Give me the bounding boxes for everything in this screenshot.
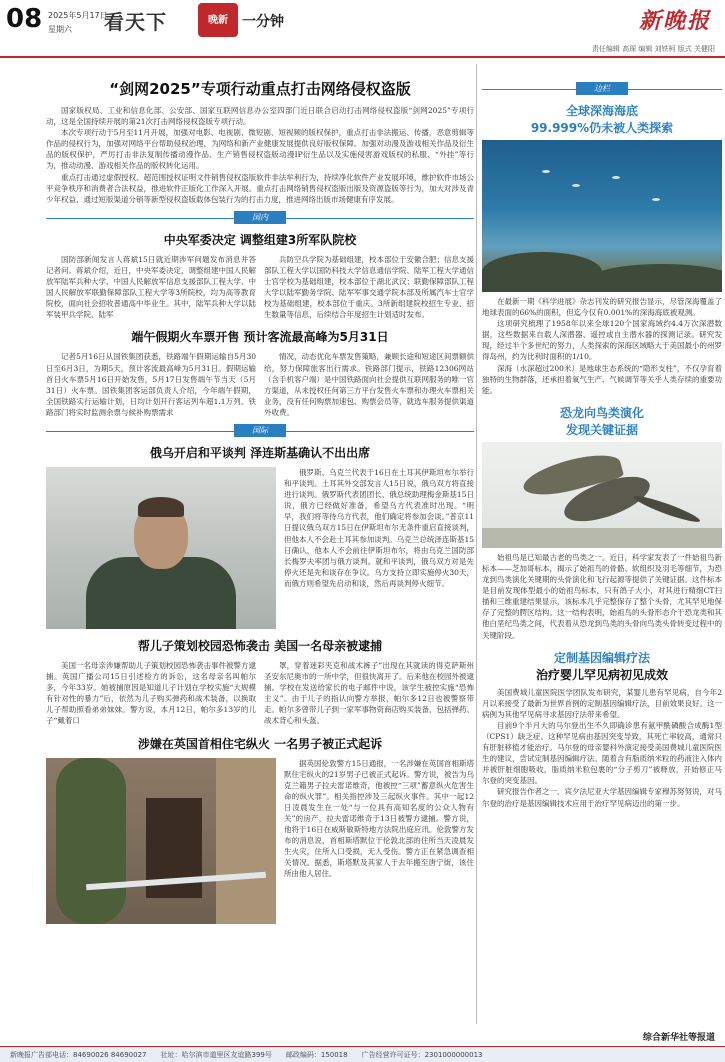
photo-reef [592, 264, 722, 292]
zelensky-photo [46, 467, 276, 629]
side-dinosaur-title-2: 发现关键证据 [565, 422, 638, 437]
article-military-title: 中央军委决定 调整组建3所军队院校 [163, 232, 357, 247]
paragraph: 目前9个半月大的马尔登出生不久即确诊患有氨甲酰磷酸合成酶1型（CPS1）缺乏症。这种罕见病由基因突变导致，其死亡率较高，通常只有肝脏移植才能治疗。马尔登的母亲婴科外演定接受美国费城儿童医院医生的建议，尝试定制基因编辑疗法。随着含有脂质纳米粒的药液注入体内并被肝脏细胞吸收，脂质纳米粒包裹的“分子剪刀”被释放，开始修正马尔登的突变基因。 [482, 720, 722, 786]
photo-figure-hair [138, 497, 184, 517]
domestic-tag-bar [46, 211, 474, 225]
photo-fish [572, 184, 580, 187]
edge-tag: 边栏 [576, 82, 628, 95]
section-title: 看天下 [104, 10, 167, 34]
paragraph: 本次专项行动于5月至11月开展，加强对电影、电视剧、微短剧、短视频的版权保护，重点打击非法搬运、传播，恶意剪辑等作品的侵权行为，加强对网络平台帮助侵权治理，为网络和新产业健康发展提供良好版权保障。加强对动漫及游戏相关作品及衍生品的版权保护，严厉打击非法复制传播动漫作品、生产销售侵权盗版动漫IP衍生品以及实施侵害游戏版权的私服、“外挂”等行为，推动动漫、游戏相关作品的版权转化运用。 [46, 128, 474, 171]
side-gene-editing-title-2: 治疗婴儿罕见病初见成效 [535, 667, 668, 682]
photo-reef [482, 252, 602, 292]
text-column: 美国一名母亲涉嫌帮助儿子策划校园恐怖袭击事件被警方逮捕。英国广播公司15日引述检方的诉讼，这名母亲名叫帕尔多，今年33岁。她被捕原因是知道儿子计划在学校实施“大规模有针对性的暴力”后，依然为儿子购买弹药和战术装备，以换取儿子帮助照看弟弟妹妹。警方说，本月12日，帕尔多13岁的儿子“戴着口 [46, 660, 256, 726]
text-column: 据英国伦敦警方15日通报，一名涉嫌在英国首相斯塔默住宅纵火的21岁男子已被正式起诉。警方说，被告为乌克兰籍男子拉夫雷诺维奇，他被控“三项”蓄意纵火危害生命的纵火罪”。相关指控涉及三起纵火事件。其中一起12日凌晨发生在一处“与一位具有高知名度的公众人物有关”的房产，拉夫雷诺维奇于13日被警方逮捕。警方说，他将于16日在威斯敏斯特地方法院出庭应讯。伦敦警方发布的消息说，首相斯塔默位于伦敦北部的住所当天凌晨发生火灾，住所入口受损，无人受伤。警方正在紧急调查相关情况。据悉，斯塔默及其家人于去年搬至唐宁街，该住所由他人居住。 [284, 758, 474, 879]
page-header [0, 0, 725, 60]
deep-sea-photo [482, 140, 722, 292]
article-peace-talks-title: 俄乌开启和平谈判 泽连斯基确认不出出席 [149, 445, 371, 460]
article-railway-title: 端午假期火车票开售 预计客流最高峰为5月31日 [131, 330, 389, 345]
text-column: 国防部新闻发言人蒋斌15日就近期涉军问题发布消息并答记者问。蒋斌介绍，近日，中央军委决定，调整组建中国人民解放军陆军兵种大学、中国人民解放军信息支援部队工程大学、中国人民解放军联勤保障部队工程大学等3所院校，均为高等教育院校，面向社会招收普通高中毕业生。其中，陆军兵种大学以陆军装甲兵学院、陆军 [46, 254, 256, 320]
page-footer [0, 1046, 725, 1062]
side-deep-sea [482, 102, 722, 396]
article-arson-title: 涉嫌在英国首相住宅纵火 一名男子被正式起诉 [137, 736, 383, 751]
article-military [46, 231, 474, 321]
issue-date: 2025年5月17日 [48, 11, 108, 20]
archaeopteryx-photo [482, 442, 722, 548]
article-railway [46, 328, 474, 418]
footer-ad-phone: 新晚报广告部电话：84690026 84690027 [10, 1050, 147, 1059]
side-dinosaur-body: 始祖鸟是已知最古老的鸟类之一。近日，科学家发表了一件始祖鸟新标本——芝加哥标本，揭示了始祖鸟的骨骼、软组织及羽毛等细节，为恐龙到鸟类演化关键期的头骨演化和飞行起源等提供了关键证据。这件标本是目前发现体型最小的始祖鸟标本，只有鸽子大小，对其进行精细CT扫描和三维重建结果显示，该标本几乎完整保存了整个头骨，尤其罕见地保存了完整的腭区结构。这一结构表明，始祖鸟的头骨形态介于恐龙类和其他白垩纪鸟类之间，代表着从恐龙到鸟类的头骨向鸟类头骨转变过程中的关键阶段。 [482, 552, 722, 640]
text-column: 记者5月16日从国铁集团获悉，铁路端午假期运输自5月30日至6月3日，为期5天，预计客流最高峰为5月31日。假期运输首日火车票5月16日开始发售，5月17日发售端午节当天（5月31日）火车票。国铁集团客运部负责人介绍，今年端午假期，全国铁路实行运输计划，日均计划开行客运列车超1.1万列。铁路部门将实时监测余票与候补购票需求 [46, 352, 256, 417]
edge-tag-bar [482, 82, 722, 96]
newspaper-masthead: 新晚报 [638, 8, 711, 34]
article-copyright-body [46, 105, 474, 205]
text-column: 情况，动态优化车票发售策略，兼顾长途和短途区间票额供给，努力保障旅客出行需求。铁路部门提示，铁路12306网站（含手机客户端）是中国铁路面向社会提供互联网服务的唯一官方渠道，从未授权任何第三方平台发售火车票和办理火车票相关业务，没有任何购票加速包、购票会员等，就选车服务提供渠道外收费。 [264, 352, 474, 417]
article-mother-arrest-body [46, 660, 474, 727]
section-logo: 晚新 [198, 3, 238, 37]
side-deep-sea-title-1: 全球深海海底 [565, 104, 638, 118]
footer-postcode: 邮政编码：150018 [285, 1050, 348, 1059]
side-dinosaur [482, 404, 722, 641]
photo-wall [216, 758, 276, 924]
compiled-credit: 综合新华社等报道 [642, 1033, 715, 1043]
column-divider [476, 64, 477, 1024]
main-column [46, 64, 474, 924]
photo-fish [542, 170, 550, 173]
sidebar-column [482, 64, 722, 809]
page-number: 08 [6, 4, 43, 34]
photo-tree [56, 758, 126, 924]
issue-weekday: 星期六 [48, 25, 72, 34]
photo-bird-tail [632, 492, 701, 525]
international-tag-bar [46, 424, 474, 438]
photo-fish [652, 198, 660, 201]
article-mother-arrest [46, 637, 474, 727]
text-column: 俄罗斯、乌克兰代表于16日在土耳其伊斯坦布尔举行和平谈判。土耳其外交部发言人15日说，俄乌双方将直接进行谈判。俄罗斯代表团团长、俄总统助理梅金斯基15日说，俄方已经做好准备，希望乌方代表准时出现。“明早，我们将等待乌方代表，他们确定将参加会谈。”普京11日提议俄乌双方15日在伊斯坦布尔无条件重启直接谈判，但他本人不会赴土耳其参加谈判。乌克兰总统泽连斯基15日确认，他本人不会前往伊斯坦布尔，将由乌克兰国防部长梅罗夫率团与俄方谈判。就和平谈判，俄乌双方对是先停火还是先和谈存在争议。乌方支持立即实施停火30天，而俄方则希望先启动和谈，然后再谈判停火细节。 [284, 467, 474, 588]
article-peace-talks [46, 444, 474, 629]
footer-license: 广告经营许可证号：2301000000013 [361, 1050, 483, 1059]
domestic-tag: 国内 [234, 211, 286, 224]
article-military-body [46, 254, 474, 321]
side-gene-editing-title-1: 定制基因编辑疗法 [553, 650, 650, 665]
paragraph: 美国费城儿童医院医学团队发布研究，某婴儿患有罕见病，自今年2月以来接受了最新为世界首例的定制基因编辑疗法，目前效果良好。这一病例为其他罕见病寻求基因疗法带来希望。 [482, 687, 722, 719]
side-deep-sea-body [482, 296, 722, 396]
article-mother-arrest-title: 帮儿子策划校园恐怖袭击 美国一名母亲被逮捕 [137, 638, 383, 653]
article-railway-body [46, 351, 474, 418]
side-deep-sea-title-2: 99.999%仍未被人类探索 [530, 121, 674, 135]
article-peace-talks-body [46, 467, 474, 629]
text-column: 兵防空兵学院为基础组建，校本部位于安徽合肥；信息支援部队工程大学以国防科技大学信息通信学院、陆军工程大学通信士官学校为基础组建，校本部位于湖北武汉；联勤保障部队工程大学以陆军勤务学院、陆军军事交通学院本部及所属汽车士官学校为基础组建，校本部位于重庆。3所新组建院校招生专业、招生数量等信息，后续结合年度招生计划适时发布。 [264, 254, 474, 320]
subsection-title: 一分钟 [242, 14, 284, 30]
article-copyright-title: “剑网2025”专项行动重点打击网络侵权盗版 [109, 80, 411, 98]
side-dinosaur-title-1: 恐龙向鸟类演化 [559, 405, 644, 420]
side-gene-editing [482, 649, 722, 809]
article-arson [46, 735, 474, 924]
footer-address: 社址：哈尔滨市道里区友谊路399号 [160, 1050, 272, 1059]
article-arson-body [46, 758, 474, 924]
article-copyright [46, 78, 474, 205]
paragraph: 研究报告作者之一、宾夕法尼亚大学基因编辑专家穆苏努努说，对马尔登的治疗是基因编辑技术应用于治疗罕见病迈出的第一步。 [482, 787, 722, 808]
paragraph: 这项研究梳理了1958年以来全球120个国家海域约4.4万次深潜数据，这些数据来自载人深潜器、遥控或自主潜水器的探测记录。研究发现，经过半个多世纪的努力，人类探索的深海区域略大于美国最小的州罗得岛州，约为比利时面积的1/10。 [482, 319, 722, 362]
header-rule [0, 56, 725, 58]
text-column: 罩，穿着迷彩夹克和战术裤子”出现在其就读的得克萨斯州圣安东尼奥市的一所中学，但很快离开了。后来他在校园外被逮捕。学校在发送给家长的电子邮件中说，该学生被控实施“恐怖主义”。由于儿子的指认向警方举报，帕尔多12日也被警察带走。帕尔多曾带儿子到一家军事物资商店购买装备，包括弹药、战术背心和头盔。 [264, 660, 474, 726]
paragraph: 国家版权局、工业和信息化部、公安部、国家互联网信息办公室四部门近日联合启动打击网络侵权盗版“剑网2025”专项行动，这是全国持续开展的第21次打击网络侵权盗版专项行动。 [46, 106, 474, 127]
international-tag: 国际 [234, 424, 286, 437]
photo-fish [612, 176, 620, 179]
side-gene-editing-body [482, 687, 722, 809]
paragraph: 深海（水深超过200米）是地球生态系统的“隐形支柱”，不仅孕育着独特的生物群落，还承担着氧气生产、气候调节等关乎人类存续的重要功能。 [482, 363, 722, 395]
paragraph: 在最新一期《科学进展》杂志刊发的研究报告显示，尽管深海覆盖了地球表面的66%的面积，但迄今仅有0.001%的深海海底被观测。 [482, 297, 722, 318]
residence-photo [46, 758, 276, 924]
editors-credit: 责任编辑 高琛 编辑 刘铁柯 版式 关健阳 [591, 45, 715, 53]
paragraph: 重点打击通过虚假授权、超范围授权证明文件销售侵权盗版软件非法牟利行为，持续净化软件产业发展环境，维护软件市场公平竞争秩序和消费者合法权益，推进软件正版化工作深入开展。重点打击网络销售侵权盗版出版及资源盗版等行为，加大对涉及青少年权益、通过短版渠道分销等新型侵权盗版载体包装行为的打击力度，推进网络出版市场健康有序发展。 [46, 172, 474, 204]
photo-ground [482, 528, 722, 548]
